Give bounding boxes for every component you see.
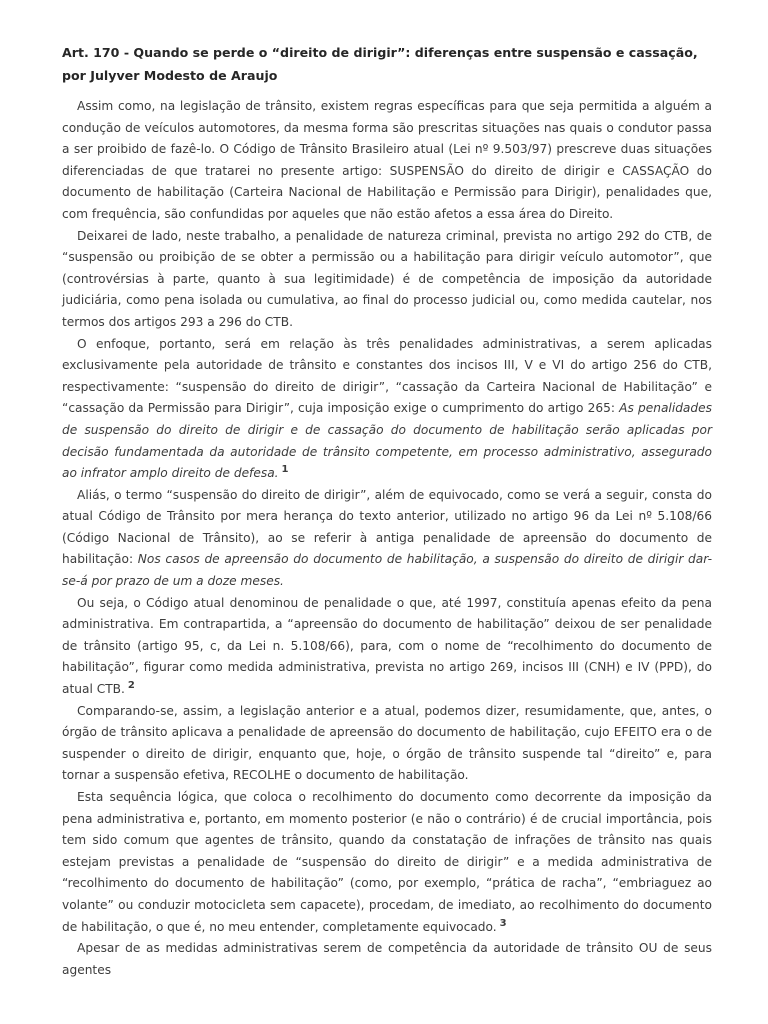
paragraph-7 [62,787,712,938]
footnote-ref-1[interactable]: 1 [281,464,289,476]
paragraph-4 [62,485,712,593]
paragraph-1 [62,96,712,226]
paragraph-text: Apesar de as medidas administrativas serem de competência da autoridade de trânsito OU de seus agentes [62,941,712,977]
paragraph-text: Esta sequência lógica, que coloca o recolhimento do documento como decorrente da imposição da pena administrativa e, portanto, em momento posterior (e não o contrário) é de crucial importância, pois tem sido comum que agentes de trânsito, quando da constatação de infrações de trânsito nas quais estejam previstas a penalidade de “suspensão do direito de dirigir” e a medida administrativa de “recolhimento do documento de habilitação” (como, por exemplo, “prática de racha”, “embriaguez ao volante” ou conduzir motocicleta sem capacete), procedam, de imediato, ao recolhimento do documento de habilitação, o que é, no meu entender, completamente equivocado. [62,790,712,934]
paragraph-6 [62,701,712,787]
paragraph-2 [62,226,712,334]
footnote-ref-3[interactable]: 3 [499,917,507,929]
paragraph-text: Aliás, o termo “suspensão do direito de dirigir”, além de equivocado, como se verá a seguir, consta do atual Código de Trânsito por mera herança do texto anterior, utilizado no artigo 96 da Lei nº 5.108/66 (Código Nacional de Trânsito), ao se referir à antiga penalidade de apreensão do documento de habilitação: [62,487,712,567]
footnote-ref-2[interactable]: 2 [127,680,135,692]
article-title: Art. 170 - Quando se perde o “direito de dirigir”: diferenças entre suspensão e cassação, por Julyver Modesto de Araujo [62,45,698,83]
paragraph-5 [62,593,712,701]
paragraph-text: Comparando-se, assim, a legislação anterior e a atual, podemos dizer, resumidamente, que, antes, o órgão de trânsito aplicava a penalidade de apreensão do documento de habilitação, cujo EFEITO era o de suspender o direito de dirigir, enquanto que, hoje, o órgão de trânsito suspende tal “direito” e, para tornar a suspensão efetiva, RECOLHE o documento de habilitação. [62,703,712,783]
paragraph-text: O enfoque, portanto, será em relação às três penalidades administrativas, a serem aplicadas exclusivamente pela autoridade de trânsito e constantes dos incisos III, V e VI do artigo 256 do CTB, respectivamente: “suspensão do direito de dirigir”, “cassação da Carteira Nacional de Habilitação” e “cassação da Permissão para Dirigir”, cuja imposição exige o cumprimento do artigo 265: [62,336,712,416]
article-body [62,96,712,981]
paragraph-3 [62,334,712,485]
quoted-law-text: Nos casos de apreensão do documento de habilitação, a suspensão do direito de dirigir dar-se-á por prazo de um a doze meses. [62,552,712,589]
paragraph-text: Deixarei de lado, neste trabalho, a penalidade de natureza criminal, prevista no artigo 292 do CTB, de “suspensão ou proibição de se obter a permissão ou a habilitação para dirigir veículo automotor”, que (controvérsias à parte, quanto à sua legitimidade) é de competência de imposição da autoridade judiciária, como pena isolada ou cumulativa, ao final do processo judicial ou, como medida cautelar, nos termos dos artigos 293 a 296 do CTB. [62,228,712,329]
paragraph-8 [62,938,712,981]
paragraph-text: Ou seja, o Código atual denominou de penalidade o que, até 1997, constituía apenas efeito da pena administrativa. Em contrapartida, a “apreensão do documento de habilitação” deixou de ser penalidade de trânsito (artigo 95, c, da Lei n. 5.108/66), para, com o nome de “recolhimento do documento de habilitação”, figurar como medida administrativa, prevista no artigo 269, incisos III (CNH) e IV (PPD), do atual CTB. [62,595,712,697]
paragraph-text: Assim como, na legislação de trânsito, existem regras específicas para que seja permitida a alguém a condução de veículos automotores, da mesma forma são prescritas situações nas quais o condutor passa a ser proibido de fazê-lo. O Código de Trânsito Brasileiro atual (Lei nº 9.503/97) prescreve duas situações diferenciadas de que tratarei no presente artigo: SUSPENSÃO do direito de dirigir e CASSAÇÃO do documento de habilitação (Carteira Nacional de Habilitação e Permissão para Dirigir), penalidades que, com frequência, são confundidas por aqueles que não estão afetos a essa área do Direito. [62,99,712,221]
quoted-law-text: As penalidades de suspensão do direito de dirigir e de cassação do documento de habilitação serão aplicadas por decisão fundamentada da autoridade de trânsito competente, em processo administrativo, assegurado ao infrator amplo direito de defesa. [62,401,712,481]
